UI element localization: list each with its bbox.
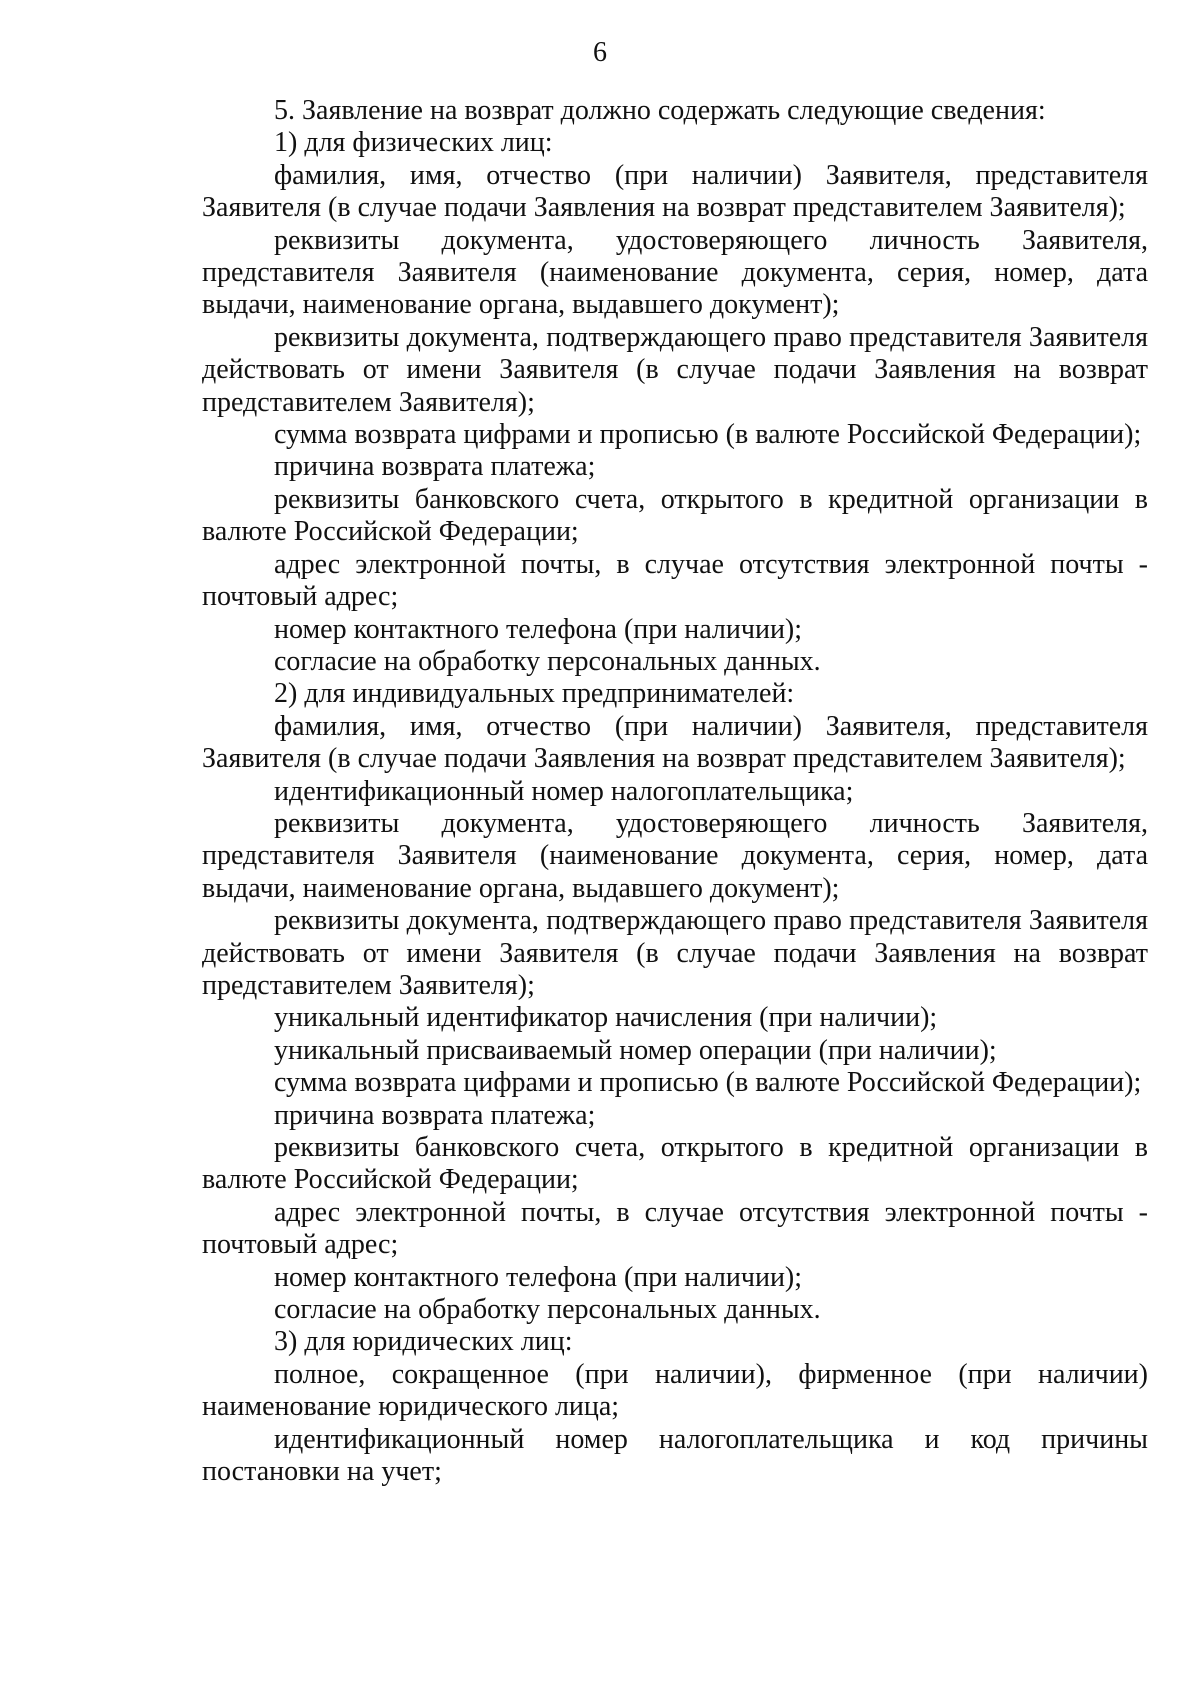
paragraph: 2) для индивидуальных предпринимателей: [274,678,795,710]
page-number: 6 [593,37,607,68]
paragraph: идентификационный номер налогоплательщика; [274,775,854,807]
paragraph: адрес электронной почты, в случае отсутствия электронной почты - почтовый адрес; [202,548,1148,613]
paragraph: сумма возврата цифрами и прописью (в валюте Российской Федерации); [274,419,1142,451]
document-body [202,95,1148,1488]
paragraph: номер контактного телефона (при наличии); [274,613,803,645]
paragraph: уникальный идентификатор начисления (при наличии); [274,1002,938,1034]
paragraph: согласие на обработку персональных данных. [274,1294,821,1326]
paragraph: реквизиты банковского счета, открытого в кредитной организации в валюте Российской Федерации; [202,483,1148,548]
paragraph: фамилия, имя, отчество (при наличии) Заявителя, представителя Заявителя (в случае подачи Заявления на возврат представителем Заявителя); [202,159,1148,224]
paragraph: 5. Заявление на возврат должно содержать следующие сведения: [274,95,1046,126]
paragraph: реквизиты документа, удостоверяющего личность Заявителя, представителя Заявителя (наименование документа, серия, номер, дата выдачи, наименование органа, выдавшего документ); [202,224,1148,321]
paragraph: уникальный присваиваемый номер операции (при наличии); [274,1034,997,1066]
paragraph: идентификационный номер налогоплательщика и код причины постановки на учет; [202,1423,1148,1488]
paragraph: реквизиты банковского счета, открытого в кредитной организации в валюте Российской Федерации; [202,1132,1148,1196]
paragraph: причина возврата платежа; [274,1099,596,1131]
paragraph: 1) для физических лиц: [274,127,553,159]
paragraph: 3) для юридических лиц: [274,1326,573,1358]
paragraph: согласие на обработку персональных данных. [274,645,821,677]
paragraph: фамилия, имя, отчество (при наличии) Заявителя, представителя Заявителя (в случае подачи Заявления на возврат представителем Заявителя); [202,710,1148,775]
paragraph: сумма возврата цифрами и прописью (в валюте Российской Федерации); [274,1067,1142,1099]
paragraph: реквизиты документа, удостоверяющего личность Заявителя, представителя Заявителя (наименование документа, серия, номер, дата выдачи, наименование органа, выдавшего документ); [202,807,1148,904]
paragraph: номер контактного телефона (при наличии); [274,1261,803,1293]
paragraph: реквизиты документа, подтверждающего право представителя Заявителя действовать от имени Заявителя (в случае подачи Заявления на возврат представителем Заявителя); [202,321,1148,418]
paragraph: причина возврата платежа; [274,451,596,483]
paragraph: реквизиты документа, подтверждающего право представителя Заявителя действовать от имени Заявителя (в случае подачи Заявления на возврат представителем Заявителя); [202,905,1148,1001]
paragraph: полное, сокращенное (при наличии), фирменное (при наличии) наименование юридического лица; [202,1358,1148,1423]
paragraph: адрес электронной почты, в случае отсутствия электронной почты - почтовый адрес; [202,1196,1148,1261]
